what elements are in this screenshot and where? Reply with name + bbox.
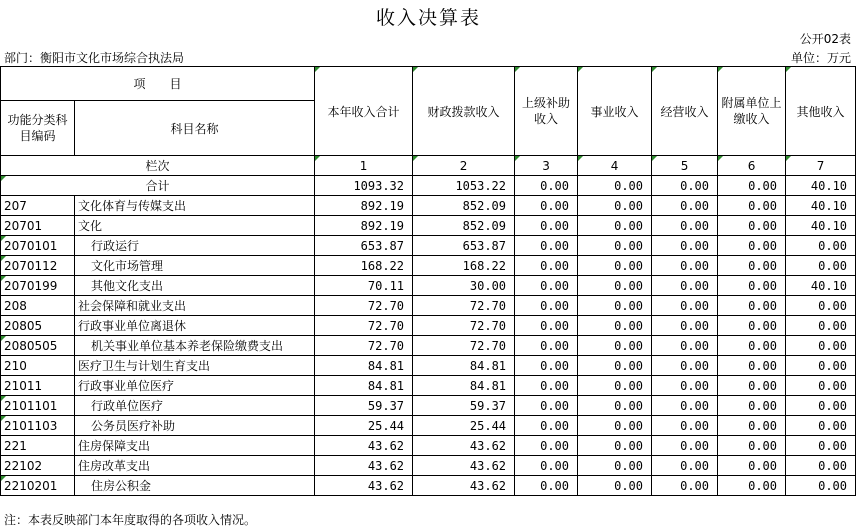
table-row [1,236,856,256]
subject-code: 21011 [1,376,75,396]
amount-cell: 892.19 [315,216,413,236]
amount-cell: 0.00 [718,316,786,336]
amount-cell: 653.87 [413,236,515,256]
seq-4: 4 [578,156,652,176]
table-row [1,436,856,456]
header-name: 科目名称 [75,101,315,156]
subject-name: 机关事业单位基本养老保险缴费支出 [75,336,315,356]
amount-cell: 0.00 [718,436,786,456]
subject-code: 2101103 [1,416,75,436]
total-value: 0.00 [578,176,652,196]
subject-name: 住房保障支出 [75,436,315,456]
amount-cell: 0.00 [718,376,786,396]
amount-cell: 0.00 [786,316,856,336]
seq-1: 1 [315,156,413,176]
subject-code: 208 [1,296,75,316]
amount-cell: 168.22 [413,256,515,276]
subject-code: 221 [1,436,75,456]
amount-cell: 0.00 [515,336,578,356]
subject-code: 20805 [1,316,75,336]
amount-cell: 0.00 [578,356,652,376]
amount-cell: 0.00 [786,456,856,476]
header-col-4: 事业收入 [578,67,652,156]
amount-cell: 0.00 [652,476,718,496]
header-col-7: 其他收入 [786,67,856,156]
total-value: 1053.22 [413,176,515,196]
amount-cell: 852.09 [413,196,515,216]
total-value: 1093.32 [315,176,413,196]
amount-cell: 0.00 [718,296,786,316]
amount-cell: 0.00 [786,376,856,396]
amount-cell: 0.00 [578,336,652,356]
header-col-1: 本年收入合计 [315,67,413,156]
amount-cell: 40.10 [786,276,856,296]
table-row [1,476,856,496]
amount-cell: 72.70 [413,296,515,316]
header-item: 项 目 [1,67,315,101]
amount-cell: 0.00 [786,336,856,356]
amount-cell: 0.00 [515,376,578,396]
amount-cell: 43.62 [315,476,413,496]
amount-cell: 0.00 [578,376,652,396]
amount-cell: 168.22 [315,256,413,276]
amount-cell: 0.00 [786,416,856,436]
subject-code: 2070101 [1,236,75,256]
amount-cell: 0.00 [515,416,578,436]
amount-cell: 0.00 [515,216,578,236]
amount-cell: 30.00 [413,276,515,296]
seq-5: 5 [652,156,718,176]
subject-code: 2101101 [1,396,75,416]
amount-cell: 59.37 [315,396,413,416]
subject-name: 行政事业单位医疗 [75,376,315,396]
subject-name: 其他文化支出 [75,276,315,296]
amount-cell: 0.00 [515,436,578,456]
amount-cell: 0.00 [578,256,652,276]
amount-cell: 0.00 [515,356,578,376]
amount-cell: 84.81 [315,356,413,376]
amount-cell: 852.09 [413,216,515,236]
table-row [1,336,856,356]
amount-cell: 0.00 [578,396,652,416]
amount-cell: 0.00 [652,356,718,376]
form-number: 公开02表 [799,32,851,46]
table-row [1,416,856,436]
total-value: 40.10 [786,176,856,196]
income-table [0,66,856,496]
amount-cell: 0.00 [786,356,856,376]
subject-name: 行政运行 [75,236,315,256]
amount-cell: 0.00 [786,296,856,316]
amount-cell: 0.00 [718,336,786,356]
header-col-3: 上级补助收入 [515,67,578,156]
header-col-2: 财政拨款收入 [413,67,515,156]
seq-2: 2 [413,156,515,176]
table-row [1,396,856,416]
amount-cell: 0.00 [718,356,786,376]
table-row [1,296,856,316]
subject-name: 公务员医疗补助 [75,416,315,436]
footnote: 注：本表反映部门本年度取得的各项收入情况。 [4,513,257,527]
amount-cell: 0.00 [578,196,652,216]
amount-cell: 0.00 [578,276,652,296]
amount-cell: 653.87 [315,236,413,256]
amount-cell: 70.11 [315,276,413,296]
amount-cell: 0.00 [515,236,578,256]
total-value: 0.00 [515,176,578,196]
amount-cell: 0.00 [652,376,718,396]
amount-cell: 0.00 [718,416,786,436]
amount-cell: 72.70 [315,296,413,316]
amount-cell: 43.62 [315,456,413,476]
amount-cell: 0.00 [652,276,718,296]
amount-cell: 40.10 [786,196,856,216]
unit-label: 单位：万元 [790,51,851,65]
amount-cell: 0.00 [578,296,652,316]
subject-name: 住房改革支出 [75,456,315,476]
subject-name: 行政单位医疗 [75,396,315,416]
subject-name: 住房公积金 [75,476,315,496]
amount-cell: 0.00 [652,236,718,256]
subject-code: 2080505 [1,336,75,356]
subject-name: 文化体育与传媒支出 [75,196,315,216]
table-row [1,376,856,396]
amount-cell: 84.81 [413,356,515,376]
subject-code: 22102 [1,456,75,476]
subject-code: 210 [1,356,75,376]
amount-cell: 0.00 [718,196,786,216]
amount-cell: 0.00 [652,456,718,476]
table-row [1,216,856,236]
amount-cell: 0.00 [578,236,652,256]
amount-cell: 0.00 [718,256,786,276]
amount-cell: 0.00 [652,436,718,456]
amount-cell: 59.37 [413,396,515,416]
amount-cell: 0.00 [718,476,786,496]
amount-cell: 0.00 [578,436,652,456]
amount-cell: 0.00 [578,456,652,476]
subject-name: 医疗卫生与计划生育支出 [75,356,315,376]
table-row [1,256,856,276]
amount-cell: 0.00 [718,456,786,476]
department-label: 部门：衡阳市文化市场综合执法局 [4,51,185,65]
amount-cell: 0.00 [718,396,786,416]
header-code: 功能分类科目编码 [1,101,75,156]
amount-cell: 72.70 [413,316,515,336]
amount-cell: 0.00 [652,256,718,276]
subject-code: 20701 [1,216,75,236]
amount-cell: 43.62 [315,436,413,456]
subject-name: 文化市场管理 [75,256,315,276]
amount-cell: 0.00 [515,456,578,476]
page-title: 收入决算表 [375,7,481,29]
amount-cell: 40.10 [786,216,856,236]
amount-cell: 25.44 [315,416,413,436]
amount-cell: 0.00 [515,276,578,296]
total-row [1,176,856,196]
amount-cell: 0.00 [578,476,652,496]
seq-7: 7 [786,156,856,176]
amount-cell: 0.00 [578,416,652,436]
amount-cell: 0.00 [578,216,652,236]
seq-label: 栏次 [1,156,315,176]
subject-code: 207 [1,196,75,216]
amount-cell: 0.00 [652,196,718,216]
amount-cell: 0.00 [515,196,578,216]
amount-cell: 0.00 [786,396,856,416]
total-value: 0.00 [718,176,786,196]
total-value: 0.00 [652,176,718,196]
amount-cell: 43.62 [413,476,515,496]
header-col-6: 附属单位上缴收入 [718,67,786,156]
amount-cell: 0.00 [786,236,856,256]
amount-cell: 0.00 [786,436,856,456]
amount-cell: 0.00 [718,236,786,256]
amount-cell: 0.00 [515,296,578,316]
amount-cell: 0.00 [652,396,718,416]
amount-cell: 0.00 [652,316,718,336]
amount-cell: 0.00 [652,416,718,436]
subject-code: 2070199 [1,276,75,296]
amount-cell: 84.81 [315,376,413,396]
amount-cell: 0.00 [786,256,856,276]
amount-cell: 0.00 [652,296,718,316]
amount-cell: 0.00 [718,216,786,236]
amount-cell: 0.00 [515,476,578,496]
subject-name: 文化 [75,216,315,236]
subject-code: 2070112 [1,256,75,276]
amount-cell: 43.62 [413,436,515,456]
amount-cell: 43.62 [413,456,515,476]
subject-name: 社会保障和就业支出 [75,296,315,316]
amount-cell: 0.00 [515,396,578,416]
amount-cell: 0.00 [786,476,856,496]
amount-cell: 0.00 [652,216,718,236]
table-row [1,356,856,376]
table-row [1,276,856,296]
amount-cell: 0.00 [718,276,786,296]
amount-cell: 0.00 [652,336,718,356]
amount-cell: 0.00 [515,256,578,276]
amount-cell: 0.00 [515,316,578,336]
amount-cell: 892.19 [315,196,413,216]
amount-cell: 72.70 [315,336,413,356]
amount-cell: 72.70 [315,316,413,336]
seq-6: 6 [718,156,786,176]
subject-code: 2210201 [1,476,75,496]
total-label: 合计 [1,176,315,196]
amount-cell: 0.00 [578,316,652,336]
amount-cell: 25.44 [413,416,515,436]
seq-3: 3 [515,156,578,176]
header-col-5: 经营收入 [652,67,718,156]
table-row [1,456,856,476]
subject-name: 行政事业单位离退休 [75,316,315,336]
table-row [1,316,856,336]
amount-cell: 72.70 [413,336,515,356]
table-row [1,196,856,216]
amount-cell: 84.81 [413,376,515,396]
